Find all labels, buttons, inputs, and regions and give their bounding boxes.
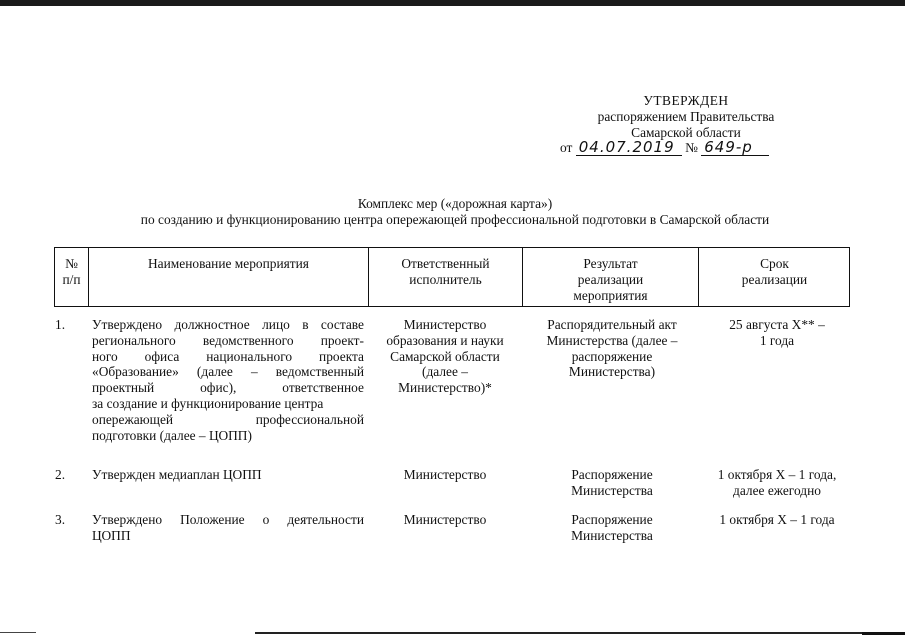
row-3-num: 3.: [55, 512, 66, 527]
header-term: Срок реализации: [741, 256, 808, 287]
title-line-1: Комплекс мер («дорожная карта»): [357, 196, 553, 211]
row-1-name: Утверждено должностное лицо в составе регионального ведомственного проект- ного офиса национального проекта «Образование» (далее – ведомственный проектный офис), ответственное за создание и функционирование центра опережающей профессиональной подготовки (далее – ЦОПП): [92, 317, 364, 443]
approval-line-2: Самарской области: [631, 124, 741, 140]
row-2-executor: Министерство: [403, 467, 487, 482]
scan-top-edge: [0, 0, 905, 6]
approval-stamp: [560, 93, 806, 157]
approval-heading: УТВЕРЖДЕН: [643, 93, 729, 108]
row-2-term: 1 октября X – 1 года, далее ежегодно: [717, 467, 837, 498]
row-3-name: Утверждено Положение о деятельности ЦОПП: [92, 512, 364, 543]
row-3-result: Распоряжение Министерства: [571, 512, 653, 543]
row-3-executor: Министерство: [403, 512, 487, 527]
row-2-name: Утвержден медиаплан ЦОПП: [92, 467, 262, 482]
number-prefix: №: [685, 140, 698, 156]
header-executor: Ответственный исполнитель: [401, 256, 490, 287]
row-1-num: 1.: [55, 317, 66, 332]
row-3-term: 1 октября X – 1 года: [719, 512, 835, 527]
approval-date-number: [560, 140, 800, 156]
document-title: [40, 196, 870, 228]
approval-line-1: распоряжением Правительства: [597, 108, 775, 124]
handwritten-date: 04.07.2019: [576, 140, 682, 156]
scan-bottom-edge-left: [0, 632, 36, 633]
table-header: [54, 247, 850, 307]
scan-bottom-edge: [255, 632, 905, 634]
scan-bottom-corner: [862, 632, 905, 635]
title-line-2: по созданию и функционированию центра опережающей профессиональной подготовки в Самарской области: [140, 211, 770, 227]
row-2-result: Распоряжение Министерства: [571, 467, 653, 498]
header-name: Наименование мероприятия: [148, 256, 309, 271]
header-num: № п/п: [62, 256, 81, 287]
row-1-result: Распорядительный акт Министерства (далее – распоряжение Министерства): [546, 317, 678, 380]
row-1-term: 25 августа X** – 1 года: [729, 317, 825, 348]
row-1-executor: Министерство образования и науки Самарской области (далее – Министерство)*: [386, 317, 504, 396]
handwritten-number: 649-р: [701, 140, 769, 156]
header-result: Результат реализации мероприятия: [573, 256, 648, 303]
row-2-num: 2.: [55, 467, 66, 482]
date-prefix: от: [560, 140, 573, 156]
